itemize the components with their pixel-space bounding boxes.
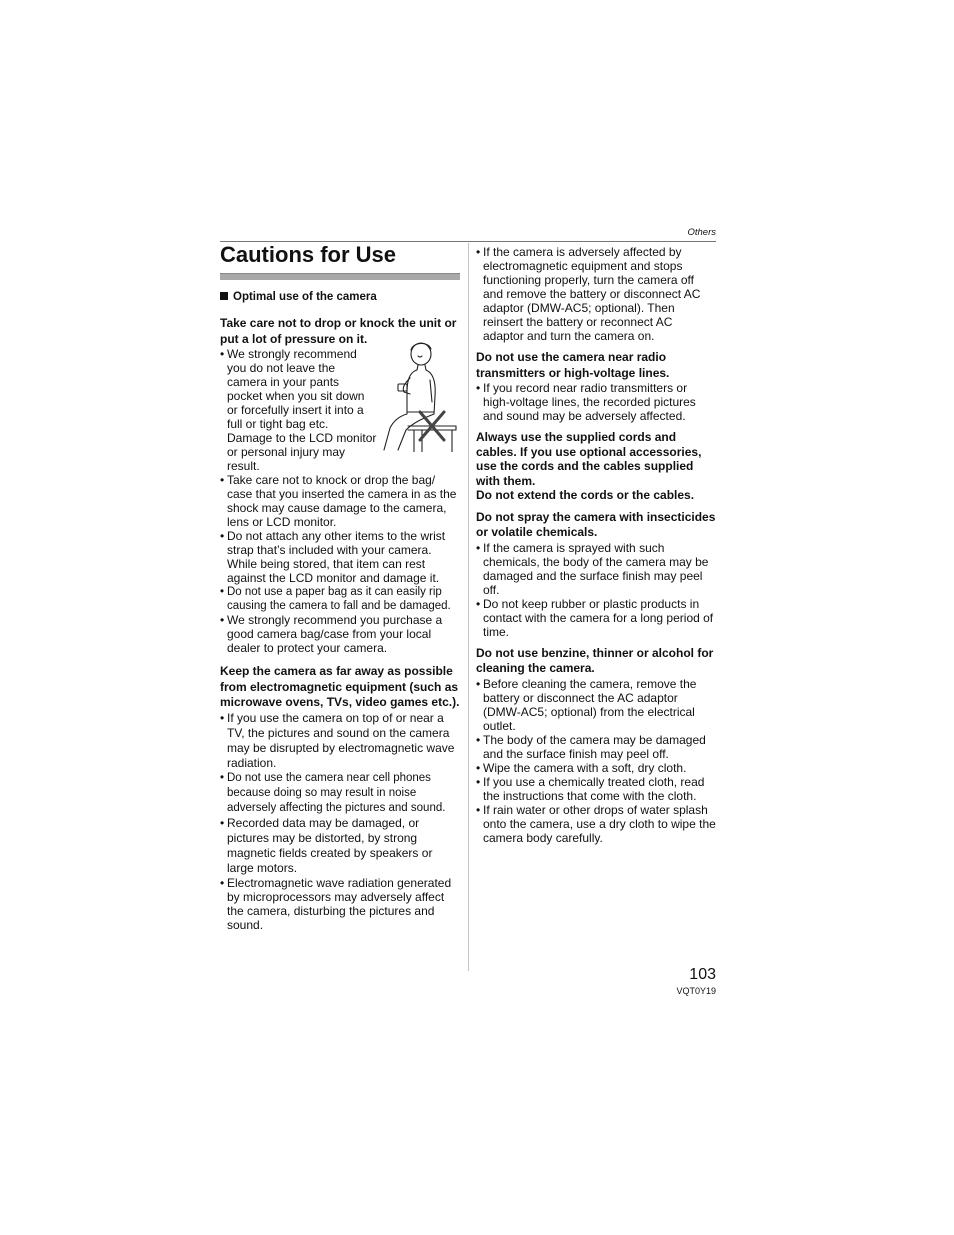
section-label: Others: [687, 227, 716, 238]
list-item: • If rain water or other drops of water splash onto the camera, use a dry cloth to wipe the camera body carefully.: [476, 802, 716, 845]
section-heading: Do not use benzine, thinner or alcohol for cleaning the camera.: [476, 645, 714, 675]
list-item: • If the camera is sprayed with such chemicals, the body of the camera may be damaged and the surface finish may peel off.: [476, 540, 709, 597]
section-heading: Take care not to drop or knock the unit or put a lot of pressure on it.: [220, 316, 457, 346]
list-item: • Wipe the camera with a soft, dry cloth.: [476, 760, 687, 775]
list-item: • Take care not to knock or drop the bag/ case that you inserted the camera in as the shock may cause damage to the camera, lens or LCD monitor.: [220, 473, 457, 529]
bullet-list: [476, 677, 716, 845]
bullet-list: [476, 245, 716, 343]
list-item: • Electromagnetic wave radiation generated by microprocessors may adversely affect the camera, disturbing the pictures and sound.: [220, 875, 452, 932]
subhead: Optimal use of the camera: [220, 290, 460, 304]
list-item: • We strongly recommend you do not leave the camera in your pants pocket when you sit down or forcefully insert it into a full or tight bag etc. Damage to the LCD monitor or personal injury may result.: [220, 347, 377, 473]
page-number: 103: [689, 966, 716, 983]
bullet-list: [476, 541, 716, 639]
list-item: • We strongly recommend you purchase a good camera bag/case from your local dealer to protect your camera.: [220, 613, 443, 655]
section-heading: Do not use the camera near radio transmitters or high-voltage lines.: [476, 350, 670, 380]
list-item: • Do not attach any other items to the wrist strap that’s included with your camera. While being stored, that item can rest against the LCD monitor and damage it.: [220, 529, 446, 585]
bullet-list: [220, 711, 460, 932]
sitting-person-illustration: [380, 340, 458, 452]
list-item: • The body of the camera may be damaged and the surface finish may peel off.: [476, 732, 706, 761]
section-heading: Keep the camera as far away as possible from electromagnetic equipment (such as microwave ovens, TVs, video games etc.).: [220, 664, 460, 709]
list-item: • If you record near radio transmitters or high-voltage lines, the recorded pictures and sound may be adversely affected.: [476, 381, 696, 423]
page-title: Cautions for Use: [220, 242, 397, 267]
title-bar: [220, 273, 460, 280]
list-item: • If the camera is adversely affected by electromagnetic equipment and stops functioning properly, turn the camera off and remove the battery or disconnect AC adaptor (DMW-AC5; optional). Then reinsert the battery or reconnect AC adaptor and turn the camera on.: [476, 245, 701, 343]
square-bullet-icon: [220, 292, 228, 300]
list-item: • Recorded data may be damaged, or pictures may be distorted, by strong magnetic fields created by speakers or large motors.: [220, 815, 433, 875]
list-item: • If you use the camera on top of or near a TV, the pictures and sound on the camera may be disrupted by electromagnetic wave radiation.: [220, 710, 455, 770]
right-column: [476, 245, 716, 845]
column-divider: [468, 243, 469, 971]
list-item: • If you use a chemically treated cloth, read the instructions that come with the cloth.: [476, 774, 705, 803]
section-heading: Always use the supplied cords and cables. If you use optional accessories, use the cords and the cables supplied with them.: [476, 430, 702, 488]
section-heading: Do not extend the cords or the cables.: [476, 488, 695, 502]
list-item: • Before cleaning the camera, remove the battery or disconnect the AC adaptor (DMW-AC5; optional) from the electrical outlet.: [476, 676, 697, 733]
section-heading: Do not spray the camera with insecticides or volatile chemicals.: [476, 509, 716, 539]
list-item: • Do not use the camera near cell phones because doing so may result in noise adversely affecting the pictures and sound.: [220, 771, 446, 814]
bullet-list: [476, 381, 716, 423]
document-code: VQT0Y19: [676, 986, 716, 996]
list-item: • Do not use a paper bag as it can easily rip causing the camera to fall and be damaged.: [220, 586, 451, 612]
list-item: • Do not keep rubber or plastic products in contact with the camera for a long period of time.: [476, 596, 714, 639]
